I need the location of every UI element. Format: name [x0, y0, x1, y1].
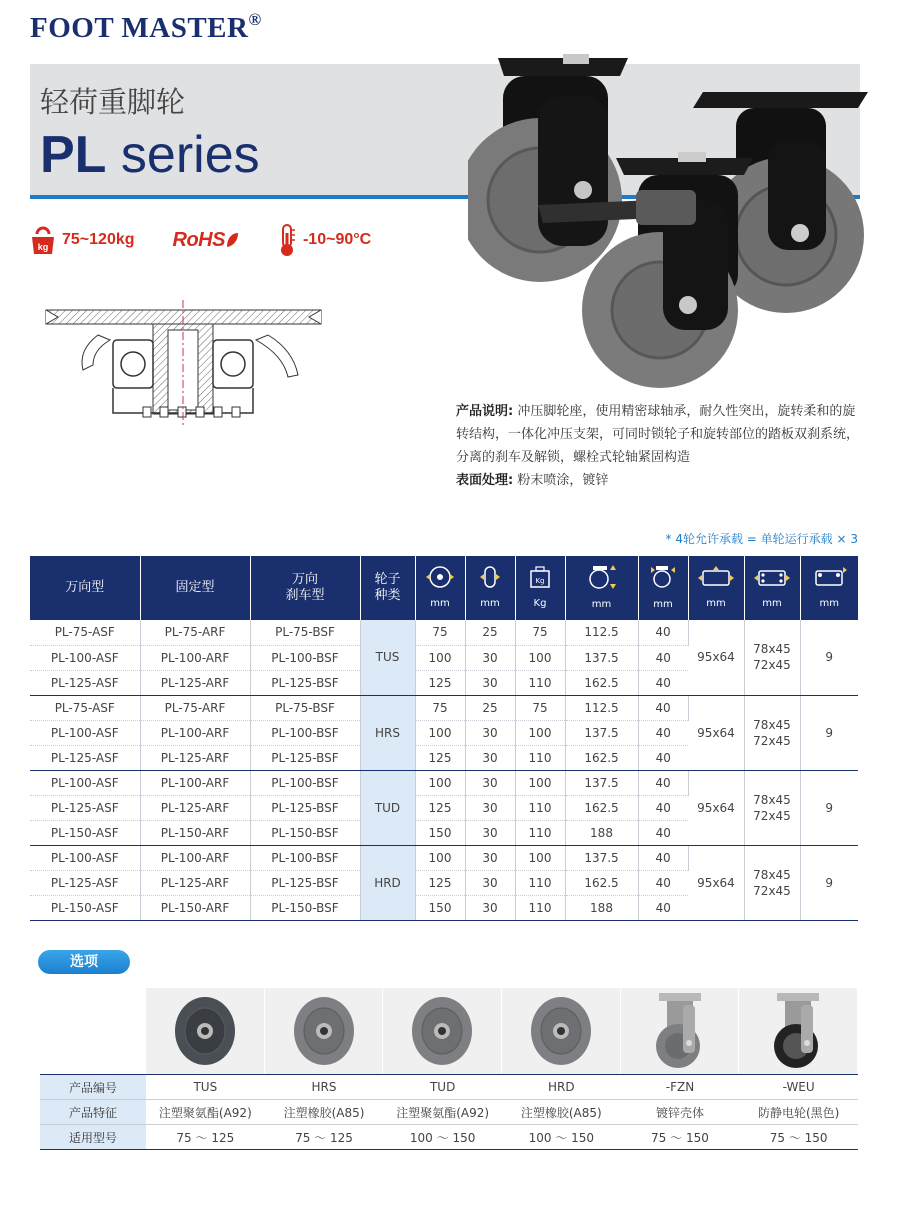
plate-size: 95x64: [688, 845, 744, 920]
plate-size: 95x64: [688, 695, 744, 770]
swivel-model: PL-75-ASF: [30, 695, 140, 720]
option-feature: 注塑聚氨酯(A92): [383, 1100, 502, 1125]
header-fixed: 固定型: [140, 556, 250, 620]
bolt-hole: 9: [800, 695, 858, 770]
header-plate: mm: [688, 556, 744, 620]
brake-model: PL-100-BSF: [250, 720, 360, 745]
option-feature: 镀锌壳体: [621, 1100, 740, 1125]
hole-spacing: [744, 845, 800, 920]
swivel-offset-icon: [648, 564, 678, 590]
swivel-offset: 40: [638, 695, 688, 720]
surface-text: 粉末喷涂，镀锌: [517, 473, 609, 488]
swivel-offset: 40: [638, 720, 688, 745]
brake-model: PL-125-BSF: [250, 670, 360, 695]
swivel-offset: 40: [638, 670, 688, 695]
overall-height: 188: [565, 895, 638, 920]
header-load: Kg Kg: [515, 556, 565, 620]
temp-value: -10~90°C: [302, 231, 372, 248]
option-image-tus: [146, 988, 265, 1074]
table-row: [30, 620, 858, 645]
swivel-model: PL-100-ASF: [30, 770, 140, 795]
fixed-model: PL-150-ARF: [140, 820, 250, 845]
swivel-model: PL-75-ASF: [30, 620, 140, 645]
en-title-rest: series: [106, 126, 260, 184]
wheel-diameter-icon: [425, 565, 455, 589]
option-fit: 75 ～ 150: [739, 1125, 858, 1150]
fixed-model: PL-125-ARF: [140, 795, 250, 820]
spec-table: [30, 556, 858, 921]
wheel-width: 30: [465, 745, 515, 770]
swivel-offset: 40: [638, 870, 688, 895]
swivel-model: PL-150-ASF: [30, 820, 140, 845]
product-description: [456, 400, 866, 492]
wheel-width: 30: [465, 720, 515, 745]
hole-spacing: [744, 620, 800, 695]
header-offset: mm: [638, 556, 688, 620]
plate-size-icon: [696, 565, 736, 589]
load-capacity: 110: [515, 745, 565, 770]
option-row-label: 适用型号: [40, 1125, 146, 1150]
option-image-tud: [383, 988, 502, 1074]
wheel-type: TUD: [360, 770, 415, 845]
product-text: 冲压脚轮座，使用精密球轴承，耐久性突出，旋转柔和的旋转结构，一体化冲压支架，可同时锁轮子和旋转部位的踏板双刹系统，分离的刹车及解锁，螺栓式轮轴紧固构造: [456, 404, 860, 465]
overall-height: 162.5: [565, 870, 638, 895]
product-label: 产品说明:: [456, 404, 514, 419]
wheel-diameter: 100: [415, 645, 465, 670]
wheel-diameter: 125: [415, 745, 465, 770]
header-brake: 万向 刹车型: [250, 556, 360, 620]
option-image-weu: [739, 988, 858, 1074]
fixed-model: PL-125-ARF: [140, 745, 250, 770]
option-feature: 防静电轮(黑色): [739, 1100, 858, 1125]
option-feature-row: [40, 1100, 858, 1125]
load-capacity: 100: [515, 770, 565, 795]
brake-model: PL-75-BSF: [250, 620, 360, 645]
overall-height: 162.5: [565, 670, 638, 695]
surface-label: 表面处理:: [456, 473, 514, 488]
fixed-model: PL-150-ARF: [140, 895, 250, 920]
overall-height: 162.5: [565, 745, 638, 770]
swivel-model: PL-100-ASF: [30, 845, 140, 870]
header-wheel-diameter: mm: [415, 556, 465, 620]
fixed-model: PL-100-ARF: [140, 645, 250, 670]
header-hole-spacing: mm: [744, 556, 800, 620]
overall-height: 188: [565, 820, 638, 845]
brake-model: PL-125-BSF: [250, 745, 360, 770]
rohs-label: RoHS: [172, 228, 225, 251]
en-title: [40, 125, 260, 185]
fixed-model: PL-125-ARF: [140, 670, 250, 695]
wheel-diameter: 150: [415, 895, 465, 920]
wheel-diameter: 75: [415, 695, 465, 720]
option-code: TUD: [383, 1075, 502, 1100]
wheel-diameter: 150: [415, 820, 465, 845]
option-fit-row: [40, 1125, 858, 1150]
option-code: -FZN: [621, 1075, 740, 1100]
swivel-offset: 40: [638, 770, 688, 795]
fixed-model: PL-100-ARF: [140, 845, 250, 870]
wheel-diameter: 125: [415, 795, 465, 820]
plate-size: 95x64: [688, 620, 744, 695]
spec-table-body: [30, 620, 858, 920]
option-fit: 75 ～ 150: [621, 1125, 740, 1150]
load-note: * 4轮允许承载 = 单轮运行承载 × 3: [665, 532, 858, 546]
swivel-model: PL-125-ASF: [30, 795, 140, 820]
spec-table-header: [30, 556, 858, 620]
table-row: [30, 695, 858, 720]
table-row: [30, 845, 858, 870]
wheel-diameter: 100: [415, 770, 465, 795]
overall-height: 112.5: [565, 620, 638, 645]
load-weight-icon: [529, 565, 551, 589]
options-table: [40, 1074, 858, 1150]
wheel-width: 25: [465, 620, 515, 645]
header-wheel-type: 轮子 种类: [360, 556, 415, 620]
bolt-hole: 9: [800, 770, 858, 845]
load-capacity: 75: [515, 620, 565, 645]
fixed-model: PL-100-ARF: [140, 720, 250, 745]
wheel-width: 30: [465, 820, 515, 845]
options-images: [146, 988, 858, 1074]
overall-height: 137.5: [565, 845, 638, 870]
plate-size: 95x64: [688, 770, 744, 845]
wheel-width: 30: [465, 845, 515, 870]
wheel-diameter: 125: [415, 870, 465, 895]
brake-model: PL-125-BSF: [250, 795, 360, 820]
fixed-model: PL-125-ARF: [140, 870, 250, 895]
swivel-offset: 40: [638, 645, 688, 670]
brake-model: PL-125-BSF: [250, 870, 360, 895]
options-title: 选项: [38, 950, 130, 974]
swivel-offset: 40: [638, 895, 688, 920]
leaf-icon: [225, 231, 239, 249]
option-code-row: [40, 1075, 858, 1100]
cross-section-drawing: [38, 295, 333, 435]
hole-spacing-icon: [752, 565, 792, 589]
fixed-model: PL-100-ARF: [140, 770, 250, 795]
option-image-hrd: [502, 988, 621, 1074]
load-capacity: 110: [515, 670, 565, 695]
swivel-offset: 40: [638, 795, 688, 820]
load-capacity: 100: [515, 645, 565, 670]
wheel-width: 30: [465, 795, 515, 820]
svg-text:Kg: Kg: [535, 576, 545, 585]
wheel-width-icon: [479, 565, 501, 589]
overall-height: 162.5: [565, 795, 638, 820]
cn-title: 轻荷重脚轮: [40, 85, 186, 119]
option-code: HRS: [265, 1075, 384, 1100]
hole-spacing-value: 72x45: [753, 808, 791, 823]
load-capacity: 75: [515, 695, 565, 720]
brake-model: PL-100-BSF: [250, 770, 360, 795]
wheel-diameter: 100: [415, 720, 465, 745]
swivel-offset: 40: [638, 820, 688, 845]
brake-model: PL-100-BSF: [250, 845, 360, 870]
option-image-hrs: [265, 988, 384, 1074]
option-row-label: 产品特征: [40, 1100, 146, 1125]
overall-height: 137.5: [565, 720, 638, 745]
bolt-hole: 9: [800, 845, 858, 920]
load-capacity: 110: [515, 870, 565, 895]
rohs-spec: [173, 229, 239, 252]
hole-spacing-value: 78x45: [753, 717, 791, 732]
hole-spacing: [744, 770, 800, 845]
bolt-hole-icon: [809, 565, 849, 589]
fixed-model: PL-75-ARF: [140, 695, 250, 720]
wheel-diameter: 125: [415, 670, 465, 695]
option-image-fzn: [621, 988, 740, 1074]
load-capacity: 110: [515, 895, 565, 920]
swivel-model: PL-100-ASF: [30, 645, 140, 670]
brake-model: PL-150-BSF: [250, 895, 360, 920]
brake-model: PL-75-BSF: [250, 695, 360, 720]
option-fit: 75 ～ 125: [265, 1125, 384, 1150]
option-fit: 100 ～ 150: [383, 1125, 502, 1150]
temp-spec: [277, 223, 371, 257]
load-value: 75~120kg: [62, 231, 135, 248]
load-capacity: 110: [515, 820, 565, 845]
hole-spacing-value: 72x45: [753, 883, 791, 898]
option-fit: 75 ～ 125: [146, 1125, 265, 1150]
wheel-width: 30: [465, 670, 515, 695]
brand-name: FOOT MASTER: [30, 12, 249, 44]
header-swivel: 万向型: [30, 556, 140, 620]
header-wheel-width: mm: [465, 556, 515, 620]
table-row: [30, 770, 858, 795]
option-code: TUS: [146, 1075, 265, 1100]
header-height: mm: [565, 556, 638, 620]
weight-icon: [30, 225, 56, 255]
wheel-width: 30: [465, 895, 515, 920]
overall-height: 137.5: [565, 645, 638, 670]
product-photo: [468, 40, 868, 390]
wheel-diameter: 100: [415, 845, 465, 870]
wheel-width: 30: [465, 645, 515, 670]
wheel-width: 30: [465, 870, 515, 895]
bolt-hole: 9: [800, 620, 858, 695]
brand-logo: [30, 10, 262, 45]
thermometer-icon: [277, 223, 297, 257]
hole-spacing-value: 72x45: [753, 733, 791, 748]
wheel-type: HRS: [360, 695, 415, 770]
brake-model: PL-100-BSF: [250, 645, 360, 670]
wheel-type: TUS: [360, 620, 415, 695]
wheel-diameter: 75: [415, 620, 465, 645]
option-feature: 注塑聚氨酯(A92): [146, 1100, 265, 1125]
swivel-model: PL-100-ASF: [30, 720, 140, 745]
brake-model: PL-150-BSF: [250, 820, 360, 845]
caster-left: [468, 54, 628, 282]
weight-icon-text: kg: [37, 242, 49, 252]
spec-row: [30, 215, 409, 265]
swivel-offset: 40: [638, 745, 688, 770]
hole-spacing-value: 78x45: [753, 642, 791, 657]
swivel-model: PL-150-ASF: [30, 895, 140, 920]
swivel-model: PL-125-ASF: [30, 870, 140, 895]
load-capacity: 110: [515, 795, 565, 820]
swivel-model: PL-125-ASF: [30, 670, 140, 695]
registered-mark: ®: [248, 10, 262, 29]
wheel-width: 30: [465, 770, 515, 795]
option-feature: 注塑橡胶(A85): [265, 1100, 384, 1125]
load-capacity: 100: [515, 845, 565, 870]
swivel-model: PL-125-ASF: [30, 745, 140, 770]
option-feature: 注塑橡胶(A85): [502, 1100, 621, 1125]
load-capacity: 100: [515, 720, 565, 745]
fixed-model: PL-75-ARF: [140, 620, 250, 645]
caster-height-icon: [585, 564, 619, 590]
option-code: -WEU: [739, 1075, 858, 1100]
swivel-offset: 40: [638, 620, 688, 645]
hole-spacing: [744, 695, 800, 770]
overall-height: 137.5: [565, 770, 638, 795]
hole-spacing-value: 72x45: [753, 658, 791, 673]
wheel-type: HRD: [360, 845, 415, 920]
hole-spacing-value: 78x45: [753, 792, 791, 807]
wheel-width: 25: [465, 695, 515, 720]
overall-height: 112.5: [565, 695, 638, 720]
swivel-offset: 40: [638, 845, 688, 870]
load-spec: [30, 225, 135, 255]
en-title-bold: PL: [40, 126, 107, 184]
option-row-label: 产品编号: [40, 1075, 146, 1100]
hole-spacing-value: 78x45: [753, 867, 791, 882]
option-code: HRD: [502, 1075, 621, 1100]
header-bolt-hole: mm: [800, 556, 858, 620]
option-fit: 100 ～ 150: [502, 1125, 621, 1150]
